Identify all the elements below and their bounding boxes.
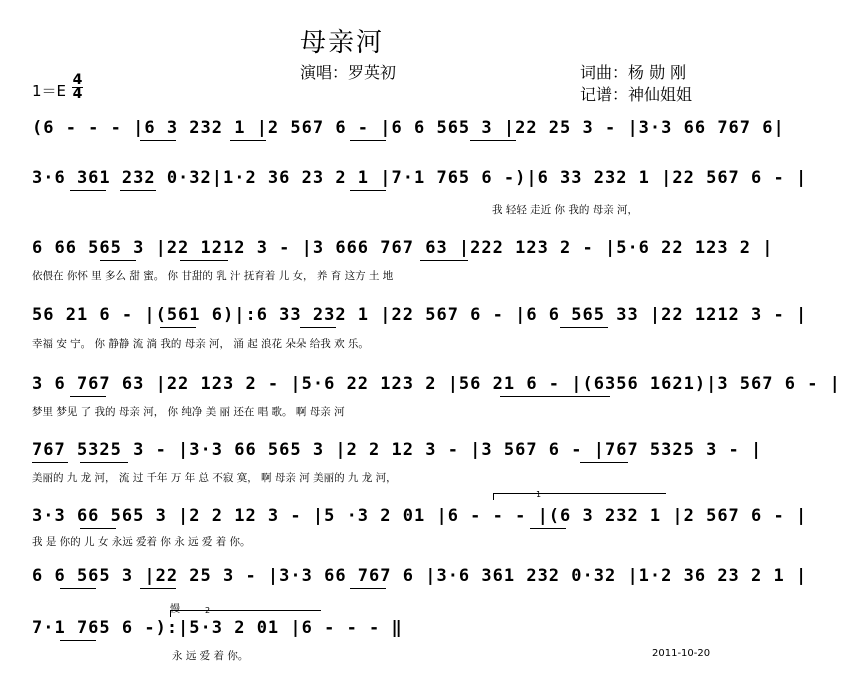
time-signature [72,74,83,101]
score-line-3: 6 66 565 3 |22 1212 3 - |3 666 767 63 |222 123 2 - |5·6 22 123 2 | [32,238,774,258]
volta-1-number: 1 [536,490,542,499]
time-signature-bottom: 4 [72,86,83,102]
score-line-2: 3·6 361 232 0·32|1·2 36 23 2 1 |7·1 765 6 -)|6 33 232 1 |22 567 6 - | [32,168,808,188]
lyrics-line-3: 依偎在 你怀 里 多么 甜 蜜。 你 甘甜的 乳 汁 抚育着 儿 女， 养 育 这方 土 地 [32,270,394,282]
lyrics-line-7: 我 是 你的 儿 女 永远 爱着 你 永 远 爱 着 你。 [32,536,251,548]
lyrics-line-9: 永 远 爱 着 你。 [172,650,249,662]
volta-2-number: 2 [205,606,211,615]
time-signature-top: 4 [72,72,83,88]
lyrics-line-2: 我 轻轻 走近 你 我的 母亲 河， [492,204,639,216]
lyrics-line-6: 美丽的 九 龙 河， 流 过 千年 万 年 总 不寂 寞， 啊 母亲 河 美丽的 九 龙 河， [32,472,397,484]
score-line-4: 56 21 6 - |(561 6)|:6 33 232 1 |22 567 6 - |6 6 565 33 |22 1212 3 - | [32,305,808,325]
transcriber-credit: 记谱：神仙姐姐 [580,85,693,104]
score-line-6: 767 5325 3 - |3·3 66 565 3 |2 2 12 3 - |3 567 6 - |767 5325 3 - | [32,440,763,460]
key-signature: 1＝E [32,82,67,100]
score-line-5: 3 6 767 63 |22 123 2 - |5·6 22 123 2 |56 21 6 - |(6356 1621)|3 567 6 - | [32,374,841,394]
score-line-9: 7·1 765 6 -):|5·3 2 01 |6 - - - ‖ [32,618,403,638]
score-line-7: 3·3 66 565 3 |2 2 12 3 - |5 ·3 2 01 |6 - - - |(6 3 232 1 |2 567 6 - | [32,506,808,526]
tempo-mark: 慢 [170,604,180,615]
volta-1-bracket [493,493,666,500]
transcription-date: 2011-10-20 [652,648,711,659]
lyrics-line-4: 幸福 安 宁。 你 静静 流 淌 我的 母亲 河， 涌 起 浪花 朵朵 给我 欢 乐。 [32,338,369,350]
volta-2-bracket [170,610,321,617]
song-title: 母亲河 [300,28,385,58]
composer-credit: 词曲：杨 勋 刚 [580,63,687,82]
lyrics-line-5: 梦里 梦见 了 我的 母亲 河， 你 纯净 美 丽 还在 唱 歌。 啊 母亲 河 [32,406,345,418]
singer-credit: 演唱：罗英初 [300,63,397,82]
score-line-1: (6 - - - |6 3 232 1 |2 567 6 - |6 6 565 3 |22 25 3 - |3·3 66 767 6| [32,118,785,138]
score-line-8: 6 6 565 3 |22 25 3 - |3·3 66 767 6 |3·6 361 232 0·32 |1·2 36 23 2 1 | [32,566,808,586]
